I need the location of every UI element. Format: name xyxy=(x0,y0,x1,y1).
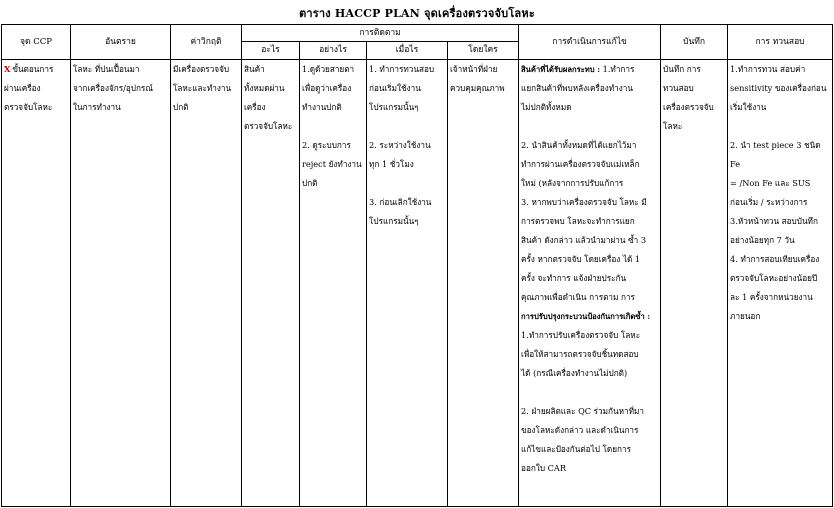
text-line: เริ่มใช้งาน xyxy=(730,102,767,112)
text-line: 2. ฝ่ายผลิตและ QC ร่วมกันหาที่มา xyxy=(521,406,644,416)
text-line: ใหม่ (หลังจากการปรับแก้การ xyxy=(521,178,624,188)
text-line: ได้ (กรณีเครื่องทำงานไม่ปกติ) xyxy=(521,368,628,378)
text-line: ปกติ xyxy=(302,178,318,188)
text-line: 3.หัวหน้าทวน สอบบันทึก xyxy=(730,216,818,226)
haccp-plan-table xyxy=(1,24,833,507)
cell-who xyxy=(448,60,519,507)
cell-what xyxy=(242,60,300,507)
ccp-mark: X xyxy=(4,64,11,74)
header-how: อย่างไร xyxy=(300,42,367,60)
text-line: คุณภาพเพื่อดำเนิน การตาม การ xyxy=(521,292,635,302)
header-ccp: จุด CCP xyxy=(2,25,71,60)
text-line: ไม่ปกติทั้งหมด xyxy=(521,102,572,112)
text-line: โปรแกรมนั้นๆ xyxy=(369,102,419,112)
header-verification: การ ทวนสอบ xyxy=(728,25,833,60)
text-line: ก่อนเริ่มใช้งาน xyxy=(369,83,421,93)
page-title: ตาราง HACCP PLAN จุดเครื่องตรวจจับโลหะ xyxy=(299,7,535,20)
text-line: ทั้งหมดผ่าน xyxy=(244,83,285,93)
text-line: อย่างน้อยทุก 7 วัน xyxy=(730,235,795,245)
text-line: จากเครื่องจักร/อุปกรณ์ xyxy=(73,83,153,93)
text-line: ของโลหะดังกล่าว และดำเนินการ xyxy=(521,425,639,435)
header-hazard: อันตราย xyxy=(71,25,171,60)
header-monitoring: การติดตาม xyxy=(242,25,519,42)
text-line: ออกใบ CAR xyxy=(521,463,566,473)
text-line: ภายนอก xyxy=(730,311,761,321)
text-line: แยกสินค้าที่พบหลังเครื่องทำงาน xyxy=(521,83,633,93)
header-what: อะไร xyxy=(242,42,300,60)
text-line: 3. หากพบว่าเครื่องตรวจจับ โลหะ มี xyxy=(521,197,647,207)
text-line: เจ้าหน้าที่ฝ่าย xyxy=(450,64,498,74)
text-line: โลหะ ที่ปนเปื้อนมา xyxy=(73,64,140,74)
text-line: = /Non Fe และ SUS xyxy=(730,178,811,188)
text-line: 1.ดูด้วยสายตา xyxy=(302,64,355,74)
product-heading: สินค้าที่ได้รับผลกระทบ : xyxy=(521,65,601,74)
text-line: 2. ระหว่างใช้งาน xyxy=(369,140,431,150)
header-corrective-action: การดำเนินการแก้ไข xyxy=(519,25,661,60)
text-line: มีเครื่องตรวจจับ xyxy=(173,64,230,74)
text-line: เครื่องตรวจจับ xyxy=(663,102,714,112)
text-line: 2. นำสินค้าทั้งหมดที่ได้แยกไว้มา xyxy=(521,140,637,150)
text-line: 1.ทำการปรับเครื่องตรวจจับ โลหะ xyxy=(521,330,641,340)
header-critical-limit: ค่าวิกฤติ xyxy=(171,25,242,60)
cell-corrective-action xyxy=(519,60,661,507)
text-line: reject ยังทำงาน xyxy=(302,159,362,169)
text-line: สินค้า xyxy=(244,64,265,74)
text-line: ในการทำงาน xyxy=(73,102,121,112)
cell-record xyxy=(661,60,728,507)
cell-when xyxy=(367,60,448,507)
text-line: ตรวจจับโลหะ xyxy=(244,121,293,131)
cell-verification xyxy=(728,60,833,507)
text-line: 1. ทำการทวนสอบ xyxy=(369,64,435,74)
cell-how xyxy=(300,60,367,507)
text-line: ขั้นตอนการ xyxy=(12,64,54,74)
text-line: ควบคุมคุณภาพ xyxy=(450,83,505,93)
text-line: ละ 1 ครั้งจากหน่วยงาน xyxy=(730,292,813,302)
cell-hazard xyxy=(71,60,171,507)
text-line: แก้ไขและป้องกันต่อไป โดยการ xyxy=(521,444,631,454)
text-line: ทำการผ่านเครื่องตรวจจับแม่เหล็ก xyxy=(521,159,640,169)
table-row xyxy=(2,60,833,507)
prevent-heading: การปรับปรุงกระบวนป้องกันการเกิดซ้ำ : xyxy=(521,312,651,321)
text-line: 4. ทำการสอบเทียบเครื่อง xyxy=(730,254,820,264)
cell-critical-limit xyxy=(171,60,242,507)
text-line: 2. ดูระบบการ xyxy=(302,140,351,150)
text-line: ตรวจจับโลหะอย่างน้อยปี xyxy=(730,273,818,283)
text-line: ก่อนเริ่ม / ระหว่างการ xyxy=(730,197,808,207)
text-line: เพื่อให้สามารถตรวจจับชิ้นทดสอบ xyxy=(521,349,639,359)
text-line: เครื่อง xyxy=(244,102,266,112)
text-line: การตรวจพบ โลหะจะทำการแยก xyxy=(521,216,635,226)
text-line: sensitivity ของเครื่องก่อน xyxy=(730,83,827,93)
text-line: ตรวจจับโลหะ xyxy=(4,102,53,112)
text-line: ปกติ xyxy=(173,102,189,112)
header-record: บันทึก xyxy=(661,25,728,60)
text-line: 2. นำ test piece 3 ชนิด Fe xyxy=(730,140,821,169)
header-when: เมื่อไร xyxy=(367,42,448,60)
text-line: 1.ทำการ xyxy=(602,64,635,74)
header-who: โดยใคร xyxy=(448,42,519,60)
cell-ccp xyxy=(2,60,71,507)
text-line: เพื่อดูว่าเครื่อง xyxy=(302,83,352,93)
text-line: 3. ก่อนเลิกใช้งาน xyxy=(369,197,432,207)
text-line: ทุก 1 ชั่วโมง xyxy=(369,159,414,169)
text-line: ผ่านเครื่อง xyxy=(4,83,41,93)
text-line: โลหะและทำงาน xyxy=(173,83,232,93)
text-line: โลหะ xyxy=(663,121,683,131)
text-line: ครั้ง จะทำการ แจ้งฝ่ายประกัน xyxy=(521,273,627,283)
text-line: 1.ทำการทวน สอบค่า xyxy=(730,64,806,74)
text-line: สินค้า ดังกล่าว แล้วนำมาผ่าน ซ้ำ 3 xyxy=(521,235,647,245)
text-line: ทวนสอบ xyxy=(663,83,694,93)
text-line: ครั้ง หากตรวจจับ โดยเครื่อง ได้ 1 xyxy=(521,254,641,264)
text-line: โปรแกรมนั้นๆ xyxy=(369,216,419,226)
text-line: บันทึก การ xyxy=(663,64,701,74)
text-line: ทำงานปกติ xyxy=(302,102,342,112)
